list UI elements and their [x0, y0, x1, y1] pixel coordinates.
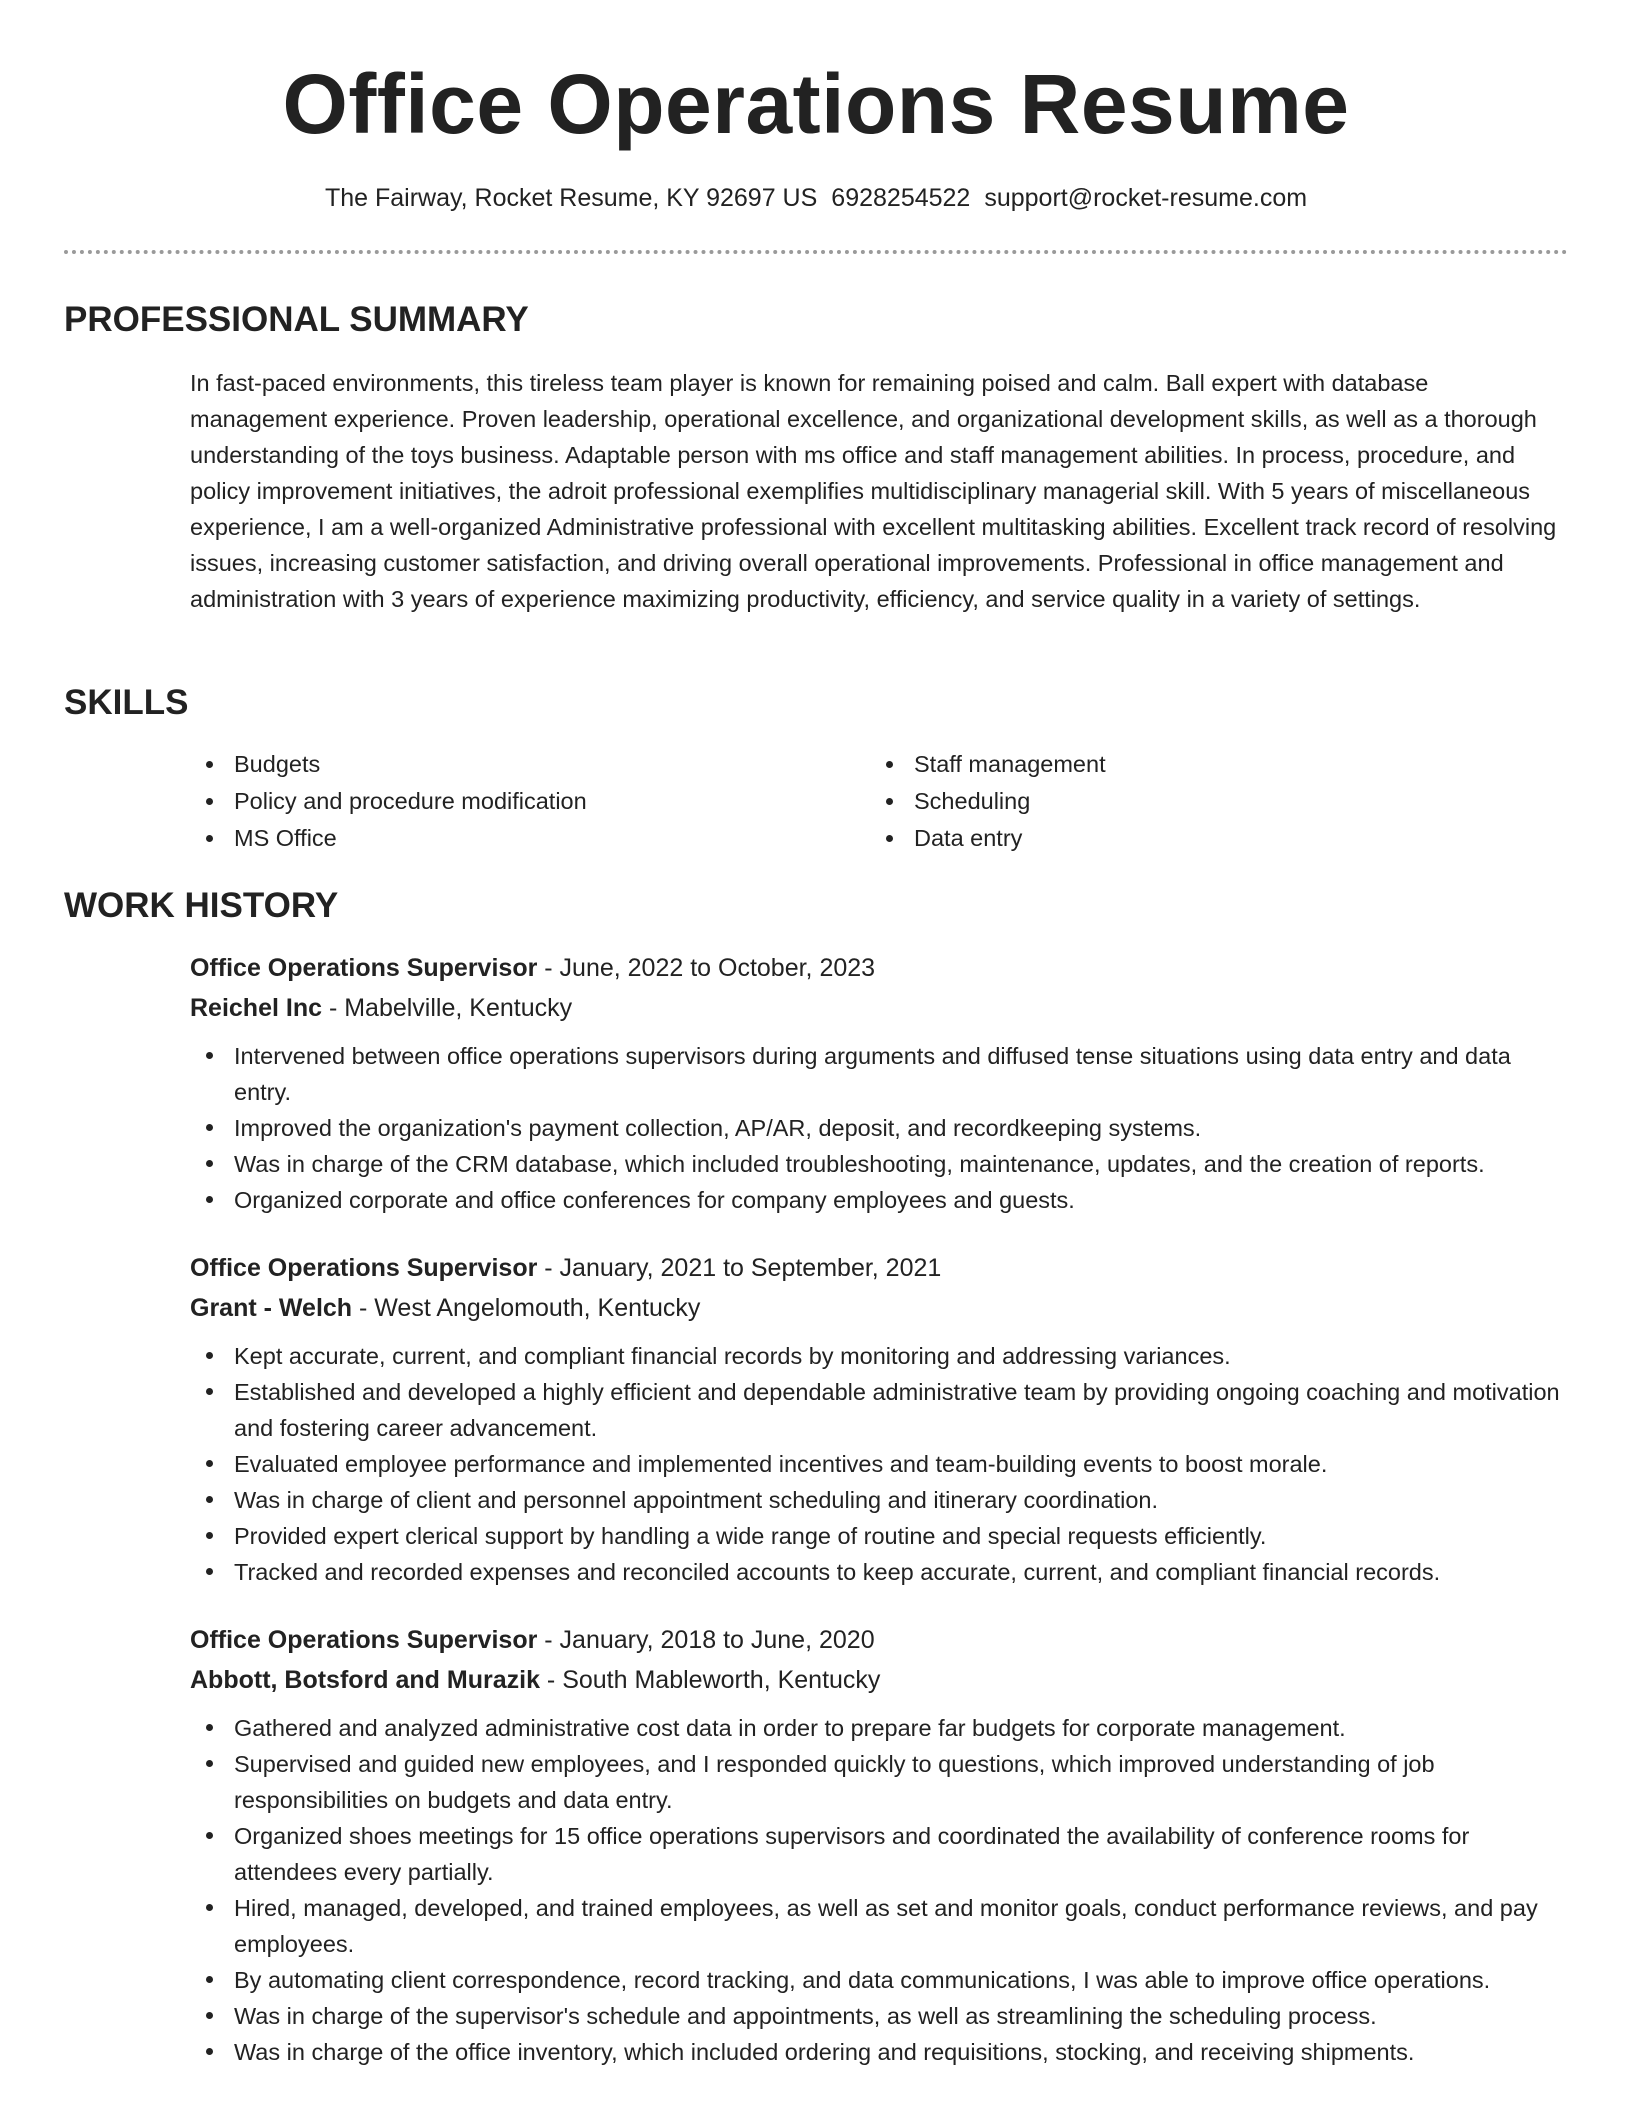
job-bullet — [190, 1374, 1568, 1446]
job-bullet-text: Gathered and analyzed administrative cost data in order to prepare far budgets for corporate management. — [234, 1715, 1346, 1741]
job-bullet — [190, 1890, 1568, 1962]
job-dates: - January, 2021 to September, 2021 — [537, 1254, 942, 1282]
job-bullet-text: Hired, managed, developed, and trained employees, as well as set and monitor goals, conduct performance reviews, and pay employees. — [234, 1895, 1538, 1957]
job-bullet-text: Was in charge of the supervisor's schedule and appointments, as well as streamlining the scheduling process. — [234, 2003, 1377, 2029]
bullet-icon — [206, 1568, 213, 1575]
skill-item — [190, 820, 870, 857]
job-bullet-text: Organized corporate and office conferences for company employees and guests. — [234, 1187, 1075, 1213]
job-bullet-text: By automating client correspondence, record tracking, and data communications, I was able to improve office operations. — [234, 1967, 1491, 1993]
bullet-icon — [886, 761, 893, 768]
job-bullet-list — [190, 1038, 1568, 1218]
job-bullet — [190, 1482, 1568, 1518]
job-bullet-text: Kept accurate, current, and compliant financial records by monitoring and addressing variances. — [234, 1343, 1231, 1369]
job-bullet-text: Supervised and guided new employees, and I responded quickly to questions, which improved understanding of job responsibilities on budgets and data entry. — [234, 1751, 1435, 1813]
contact-email: support@rocket-resume.com — [984, 184, 1308, 212]
job-entry — [190, 948, 1568, 1218]
job-bullet-text: Tracked and recorded expenses and reconciled accounts to keep accurate, current, and compliant financial records. — [234, 1559, 1441, 1585]
job-bullet-list — [190, 1338, 1568, 1590]
job-bullet — [190, 1746, 1568, 1818]
job-bullet-text: Was in charge of the office inventory, which included ordering and requisitions, stocking, and receiving shipments. — [234, 2039, 1415, 2065]
skills-list — [190, 746, 1568, 857]
bullet-icon — [886, 835, 893, 842]
bullet-icon — [206, 1724, 213, 1731]
job-title: Office Operations Supervisor — [190, 1626, 538, 1654]
job-bullet — [190, 2034, 1568, 2070]
job-bullet-list — [190, 1710, 1568, 2070]
job-company-line — [190, 988, 1568, 1028]
job-title-line — [190, 1620, 1568, 1660]
bullet-icon — [206, 835, 213, 842]
job-company: Abbott, Botsford and Murazik — [190, 1666, 540, 1694]
contact-line — [0, 180, 1632, 216]
section-title-skills: SKILLS — [64, 683, 189, 722]
job-location: - West Angelomouth, Kentucky — [352, 1294, 701, 1322]
job-bullet-text: Provided expert clerical support by handling a wide range of routine and special requests efficiently. — [234, 1523, 1267, 1549]
job-bullet — [190, 1182, 1568, 1218]
job-company-line — [190, 1288, 1568, 1328]
job-company: Reichel Inc — [190, 994, 322, 1022]
bullet-icon — [206, 761, 213, 768]
bullet-icon — [206, 1124, 213, 1131]
job-bullet-text: Intervened between office operations supervisors during arguments and diffused tense situations using data entry and data entry. — [234, 1043, 1511, 1105]
bullet-icon — [206, 2048, 213, 2055]
section-title-work: WORK HISTORY — [64, 886, 339, 925]
job-title: Office Operations Supervisor — [190, 1254, 538, 1282]
bullet-icon — [206, 1160, 213, 1167]
bullet-icon — [206, 1460, 213, 1467]
job-company-line — [190, 1660, 1568, 1700]
skill-item — [870, 820, 1550, 857]
bullet-icon — [206, 1976, 213, 1983]
job-title: Office Operations Supervisor — [190, 954, 538, 982]
skill-item — [190, 746, 870, 783]
job-bullet-text: Organized shoes meetings for 15 office operations supervisors and coordinated the availability of conference rooms for attendees every partially. — [234, 1823, 1470, 1885]
job-entry — [190, 1248, 1568, 1590]
skill-label: Budgets — [234, 751, 321, 777]
resume-title: Office Operations Resume — [282, 57, 1350, 151]
bullet-icon — [206, 1832, 213, 1839]
job-bullet-text: Established and developed a highly efficient and dependable administrative team by providing ongoing coaching and motivation and fostering career advancement. — [234, 1379, 1560, 1441]
skill-label: Policy and procedure modification — [234, 788, 587, 814]
bullet-icon — [206, 1388, 213, 1395]
bullet-icon — [206, 1532, 213, 1539]
skill-label: Data entry — [914, 825, 1023, 851]
job-bullet — [190, 1998, 1568, 2034]
bullet-icon — [206, 1052, 213, 1059]
skill-label: Scheduling — [914, 788, 1031, 814]
bullet-icon — [886, 798, 893, 805]
job-entry — [190, 1620, 1568, 2070]
skill-item — [870, 783, 1550, 820]
job-title-line — [190, 1248, 1568, 1288]
header-divider — [64, 250, 1568, 254]
job-bullet — [190, 1146, 1568, 1182]
work-history — [190, 948, 1568, 2100]
job-bullet — [190, 1518, 1568, 1554]
skill-item — [870, 746, 1550, 783]
bullet-icon — [206, 2012, 213, 2019]
skill-label: Staff management — [914, 751, 1106, 777]
contact-address: The Fairway, Rocket Resume, KY 92697 US — [324, 184, 818, 212]
job-bullet — [190, 1038, 1568, 1110]
job-bullet — [190, 1110, 1568, 1146]
job-bullet — [190, 1338, 1568, 1374]
job-bullet-text: Improved the organization's payment collection, AP/AR, deposit, and recordkeeping systems. — [234, 1115, 1202, 1141]
job-dates: - June, 2022 to October, 2023 — [537, 954, 876, 982]
job-bullet — [190, 1446, 1568, 1482]
job-company: Grant - Welch — [190, 1294, 353, 1322]
bullet-icon — [206, 1196, 213, 1203]
job-bullet-text: Was in charge of the CRM database, which included troubleshooting, maintenance, updates, and the creation of reports. — [234, 1151, 1485, 1177]
job-bullet — [190, 1710, 1568, 1746]
job-bullet-text: Evaluated employee performance and implemented incentives and team-building events to boost morale. — [234, 1451, 1328, 1477]
job-bullet — [190, 1554, 1568, 1590]
contact-phone: 6928254522 — [831, 184, 971, 212]
skill-label: MS Office — [234, 825, 337, 851]
job-location: - Mabelville, Kentucky — [322, 994, 573, 1022]
job-title-line — [190, 948, 1568, 988]
summary-paragraph: In fast-paced environments, this tireless team player is known for remaining poised and calm. Ball expert with database management experience. Proven leadership, operational excellence, and organizational development skills, as well as a thorough understanding of the toys business. Adaptable person with ms office and staff management abilities. In process, procedure, and policy improvement initiatives, the adroit professional exemplifies multidisciplinary managerial skill. With 5 years of miscellaneous experience, I am a well-organized Administrative professional with excellent multitasking abilities. Excellent track record of resolving issues, increasing customer satisfaction, and driving overall operational improvements. Professional in office management and administration with 3 years of experience maximizing productivity, efficiency, and service quality in a variety of settings. — [190, 370, 1557, 612]
bullet-icon — [206, 798, 213, 805]
bullet-icon — [206, 1904, 213, 1911]
job-bullet — [190, 1962, 1568, 1998]
job-bullet-text: Was in charge of client and personnel appointment scheduling and itinerary coordination. — [234, 1487, 1159, 1513]
skill-item — [190, 783, 870, 820]
bullet-icon — [206, 1760, 213, 1767]
job-location: - South Mableworth, Kentucky — [539, 1666, 881, 1694]
bullet-icon — [206, 1352, 213, 1359]
job-bullet — [190, 1818, 1568, 1890]
section-title-summary: PROFESSIONAL SUMMARY — [64, 300, 529, 339]
bullet-icon — [206, 1496, 213, 1503]
job-dates: - January, 2018 to June, 2020 — [537, 1626, 875, 1654]
